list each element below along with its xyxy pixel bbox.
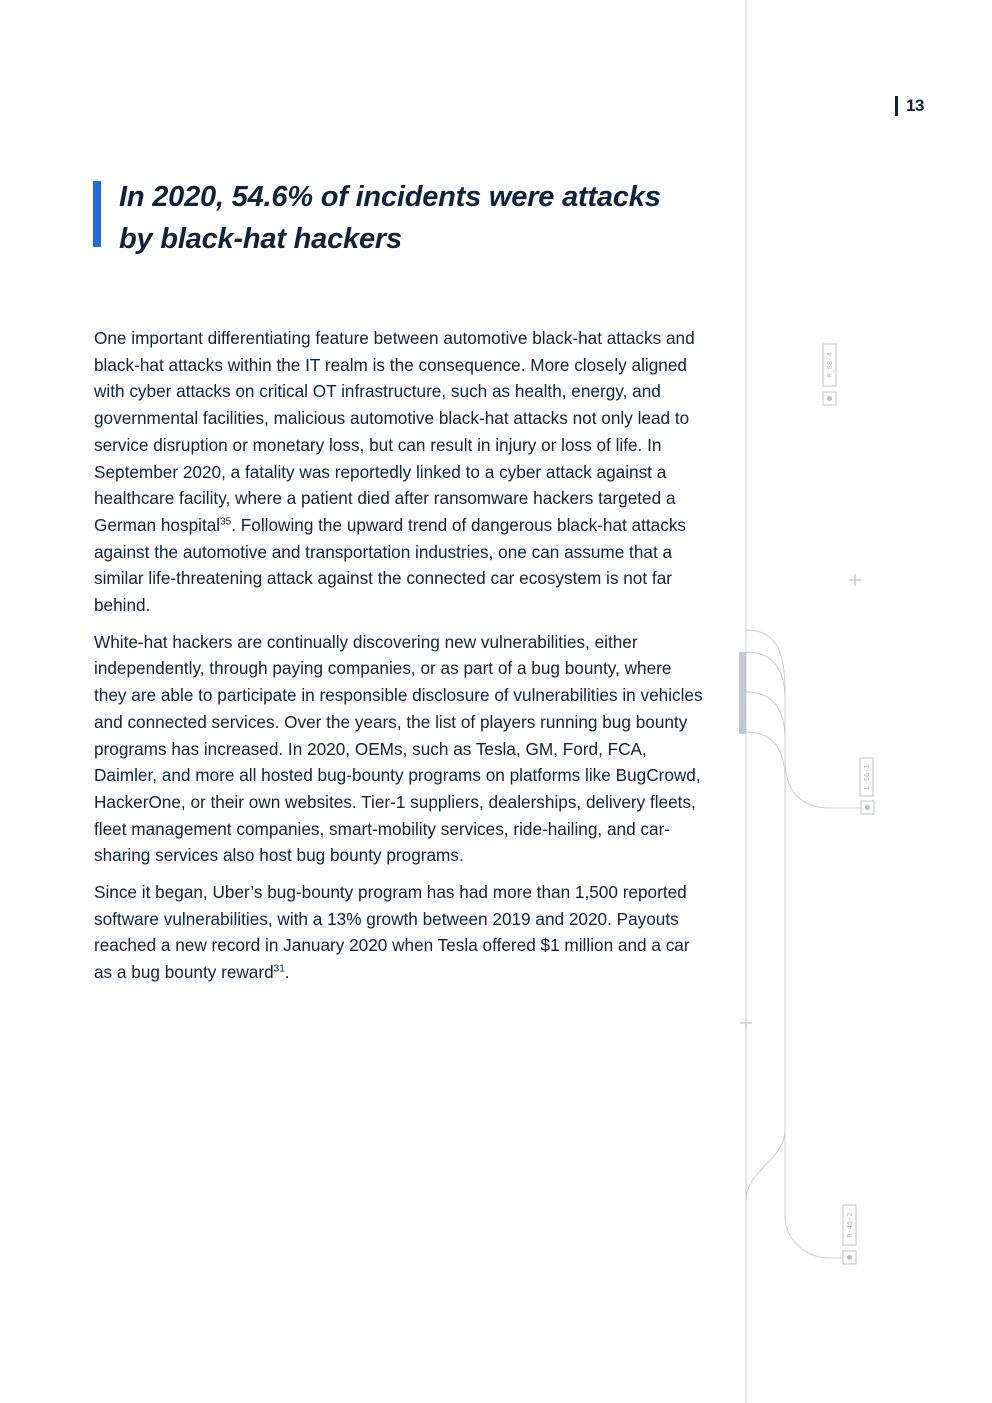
body-text [94, 325, 704, 996]
paragraph-3 [94, 879, 704, 986]
plus-markers [740, 574, 861, 1029]
paragraph-text-tail: . Following the upward trend of dangerous black-hat attacks against the automotive and transportation industries, one can assume that a similar life-threatening attack against the connected car ecosystem is not far behind. [94, 514, 687, 616]
footnote-ref: 35 [220, 516, 232, 528]
chip-label: L_56-1 [863, 764, 871, 790]
chip-label: R_88-4 [826, 352, 834, 378]
paragraph-text: White-hat hackers are continually discovering new vulnerabilities, either independently, through paying companies, or as part of a bug bounty, where they are able to participate in responsible disclosure of vulnerabilities in vehicles and connected services. Over the years, the list of players running bug bounty programs has increased. In 2020, OEMs, such as Tesla, GM, Ford, FCA, Daimler, and more all hosted bug-bounty programs on platforms like BugCrowd, HackerOne, or their own websites. Tier-1 suppliers, dealerships, delivery fleets, fleet management companies, smart-mobility services, ride-hailing, and car-sharing services also host bug bounty programs. [94, 631, 703, 866]
paragraph-text: One important differentiating feature between automotive black-hat attacks and black-hat attacks within the IT realm is the consequence. More closely aligned with cyber attacks on critical OT infrastructure, such as health, energy, and governmental facilities, malicious automotive black-hat attacks not only lead to service disruption or monetary loss, but can result in injury or loss of life. In September 2020, a fatality was reportedly linked to a cyber attack against a healthcare facility, where a patient died after ransomware hackers targeted a German hospital [94, 328, 695, 535]
paragraph-2 [94, 629, 704, 869]
page-number-block [895, 96, 924, 116]
paragraph-text: Since it began, Uber’s bug-bounty program has had more than 1,500 reported software vulnerabilities, with a 13% growth between 2019 and 2020. Payouts reached a new record in January 2020 when Tesla offered $1 million and a car as a bug bounty reward [94, 882, 690, 983]
footnote-ref: 31 [273, 963, 285, 975]
chip-r-88-4 [823, 344, 836, 405]
chip-r-45-2 [843, 1205, 856, 1264]
accent-bar [739, 652, 746, 734]
paragraph-text-tail: . [284, 962, 290, 983]
chip-l-56-1 [860, 758, 874, 814]
headline: In 2020, 54.6% of incidents were attacks by black-hat hackers [119, 181, 661, 255]
paragraph-1 [94, 325, 704, 619]
headline-block [93, 176, 693, 260]
page-number: 13 [906, 96, 924, 115]
page-number-bar [895, 96, 898, 116]
chip-label: R-45-2 [846, 1212, 854, 1238]
headline-accent-bar [93, 181, 101, 247]
